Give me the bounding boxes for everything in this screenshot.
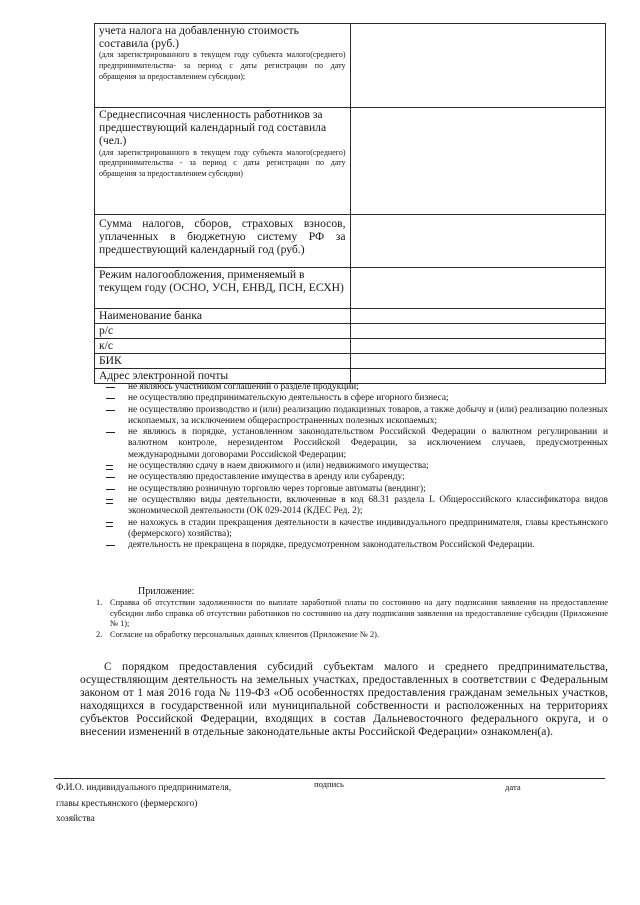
- declaration-item: не осуществляю производство и (или) реализацию подакцизных товаров, а также добычу и (или) реализацию полезных ископаемых, за исключением общераспространенных полезных ископаемых;: [100, 405, 608, 428]
- dash-icon: [106, 489, 115, 490]
- declaration-item: не являюсь участником соглашений о разделе продукции;: [100, 382, 608, 393]
- correspondent-account-value[interactable]: [350, 339, 606, 354]
- bik-value[interactable]: [350, 354, 606, 369]
- declaration-item: не осуществляю виды деятельности, включенные в код 68.31 раздела L Общероссийского классификатора видов экономической деятельности (ОК 029-2014 (КДЕС Ред. 2);: [100, 495, 608, 518]
- settlement-account-label: р/с: [99, 324, 114, 337]
- table-label-cell: [95, 108, 351, 215]
- table-row: [95, 215, 606, 268]
- table-label-cell: [95, 324, 351, 339]
- dash-icon: [106, 410, 115, 411]
- settlement-account-value[interactable]: [350, 324, 606, 339]
- attachments-list: [96, 598, 608, 640]
- declaration-item: не являюсь в порядке, установленном законодательством Российской Федерации о валютном регулировании и валютном контроле, нерезидентом Российской Федерации, за исключением случаев, предусмотренных международными договорами Российской Федерации;: [100, 427, 608, 461]
- declaration-item: не осуществляю сдачу в наем движимого и (или) недвижимого имущества;: [100, 461, 608, 472]
- acknowledgement-paragraph: С порядком предоставления субсидий субъектам малого и среднего предпринимательства, осуществляющим деятельность на земельных участках, предоставленных в соответствии с Федеральным законом от 1 мая 2016 года № 119-ФЗ «Об особенностях предоставления гражданам земельных участков, находящихся в государственной или муниципальной собственности и расположенных на территориях субъектов Российской Федерации, входящих в состав Дальневосточного федерального округа, и о внесении изменений в отдельные законодательные акты Российской Федерации» ознакомлен(а).: [80, 661, 608, 739]
- correspondent-account-label: к/с: [99, 339, 113, 352]
- dash-icon: [106, 432, 115, 433]
- dash-icon: [106, 387, 115, 388]
- vat-revenue-value[interactable]: [350, 24, 606, 108]
- date-label: дата: [505, 782, 521, 792]
- table-row: [95, 268, 606, 309]
- table-label-cell: [95, 339, 351, 354]
- declarations-list: [100, 382, 608, 551]
- dash-icon: [106, 545, 115, 546]
- taxes-paid-value[interactable]: [350, 215, 606, 268]
- attachment-item: [96, 630, 608, 641]
- table-label-cell: [95, 24, 351, 108]
- tax-regime-value[interactable]: [350, 268, 606, 309]
- fio-label: Ф.И.О. индивидуального предпринимателя, главы крестьянского (фермерского) хозяйства: [56, 783, 232, 824]
- attachment-number: 1.: [96, 598, 103, 607]
- dash-icon: [106, 522, 113, 527]
- applicant-info-table: [94, 23, 606, 384]
- dash-icon: [106, 398, 115, 399]
- attachment-text: Согласие на обработку персональных данных клиентов (Приложение № 2).: [110, 629, 380, 639]
- email-label: Адрес электронной почты: [99, 369, 229, 382]
- bank-name-label: Наименование банка: [99, 309, 202, 322]
- declaration-item: не нахожусь в стадии прекращения деятельности в качестве индивидуального предпринимателя, главы крестьянского (фермерского) хозяйства);: [100, 518, 608, 541]
- declaration-item: не осуществляю предпринимательскую деятельность в сфере игорного бизнеса;: [100, 393, 608, 404]
- headcount-label: Среднесписочная численность работников за предшествующий календарный год составила (чел.): [99, 108, 327, 148]
- dash-icon: [106, 465, 113, 470]
- headcount-note: (для зарегистрированного в текущем году субъекта малого(среднего) предпринимательства - за период с даты регистрации по дату обращения за предоставлением субсидии): [99, 147, 346, 179]
- table-label-cell: [95, 215, 351, 268]
- table-row: [95, 108, 606, 215]
- vat-revenue-label: учета налога на добавленную стоимость составила (руб.): [99, 24, 299, 51]
- declaration-item: не осуществляю предоставление имущества в аренду или субаренду;: [100, 472, 608, 483]
- table-row: [95, 354, 606, 369]
- table-row: [95, 24, 606, 108]
- attachment-number: 2.: [96, 629, 103, 639]
- declaration-item: не осуществляю розничную торговлю через торговые автоматы (вендинг);: [100, 484, 608, 495]
- table-label-cell: [95, 268, 351, 309]
- bik-label: БИК: [99, 354, 122, 367]
- attachment-text: Справка об отсутствии задолженности по выплате заработной платы по состоянию на дату подписания заявления на предоставление субсидии либо справка об отсутствии работников по состоянию на дату подписания заявления на предоставление субсидии (Приложение № 1);: [110, 598, 608, 629]
- table-row: [95, 324, 606, 339]
- attachments-title: Приложение:: [138, 586, 195, 597]
- tax-regime-label: Режим налогообложения, применяемый в текущем году (ОСНО, УСН, ЕНВД, ПСН, ЕСХН): [99, 268, 344, 295]
- vat-revenue-note: (для зарегистрированного в текущем году субъекта малого(среднего) предпринимательства- за период с даты регистрации по дату обращения за предоставлением субсидии);: [99, 50, 346, 81]
- table-label-cell: [95, 354, 351, 369]
- signature-label: подпись: [314, 779, 344, 789]
- taxes-paid-label: Сумма налогов, сборов, страховых взносов, уплаченных в бюджетную систему РФ за предшествующий календарный год (руб.): [99, 217, 346, 257]
- table-label-cell: [95, 309, 351, 324]
- dash-icon: [106, 477, 115, 478]
- bank-name-value[interactable]: [350, 309, 606, 324]
- declaration-item: деятельность не прекращена в порядке, предусмотренном законодательством Российской Федерации.: [100, 540, 608, 551]
- dash-icon: [106, 499, 113, 504]
- table-row: [95, 339, 606, 354]
- headcount-value[interactable]: [350, 108, 606, 215]
- table-row: [95, 309, 606, 324]
- attachment-item: [96, 598, 608, 630]
